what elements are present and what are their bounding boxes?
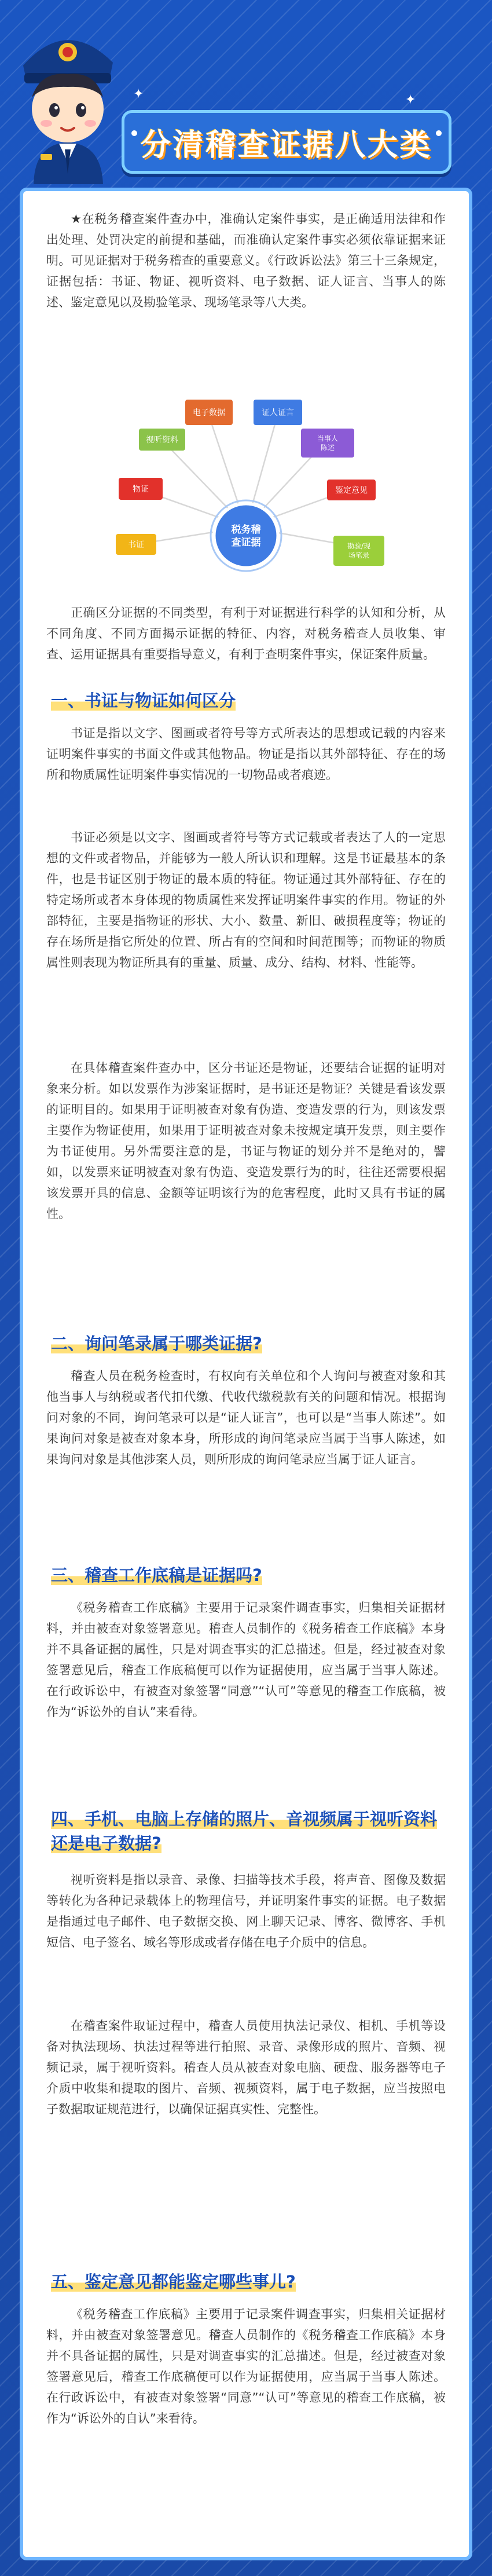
title-banner <box>122 110 451 174</box>
evidence-types-diagram <box>104 382 388 591</box>
content-card <box>23 191 469 2557</box>
paragraph: 《税务稽查工作底稿》主要用于记录案件调查事实，归集相关证据材料，并由被查对象签署意见。稽查人员制作的《税务稽查工作底稿》本身并不具备证据的属性，只是对调查事实的汇总描述。但是，经过被查对象签署意见后，稽查工作底稿便可以作为证据使用，应当属于当事人陈述。在行政诉讼中，有被查对象签署“同意”“认可”等意见的稽查工作底稿，被作为“诉讼外的自认”来看待。 <box>46 2307 446 2425</box>
section-heading <box>51 1807 450 1856</box>
paragraph: 在稽查案件取证过程中，稽查人员使用执法记录仪、相机、手机等设备对执法现场、执法过程等进行拍照、录音、录像形成的照片、音频、视频记录，属于视听资料。稽查人员从被查对象电脑、硬盘、服务器等电子介质中收集和提取的图片、音频、视频资料，属于电子数据，应当按照电子数据取证规范进行，以确保证据真实性、完整性。 <box>46 2019 446 2116</box>
page-title: 分清稽查证据八大类 <box>140 127 432 163</box>
section-heading-text: 一、书证与物证如何区分 <box>51 691 236 711</box>
diagram-node-label: 物证 <box>133 485 149 494</box>
section-heading <box>51 1564 262 1587</box>
diagram-node-label: 鉴定意见 <box>335 486 368 495</box>
diagram-node-label: 勘验/现场笔录 <box>347 542 371 559</box>
paragraph: 正确区分证据的不同类型，有利于对证据进行科学的认知和分析，从不同角度、不同方面揭示证据的特征、内容，对税务稽查人员收集、审查、运用证据具有重要指导意义，有利于查明案件事实，保证案件质量。 <box>46 606 446 661</box>
police-mascot-icon <box>6 10 127 184</box>
section-heading <box>51 2270 296 2293</box>
diagram-node-box <box>301 429 354 458</box>
sparkle-icon: ✦ <box>405 93 416 107</box>
header <box>0 0 492 191</box>
diagram-center-label: 税务稽查证据 <box>231 524 261 548</box>
section-heading-text: 二、询问笔录属于哪类证据? <box>51 1334 262 1353</box>
diagram-node-label: 电子数据 <box>193 408 225 418</box>
intro-paragraph: ★在税务稽查案件查办中，准确认定案件事实，是正确适用法律和作出处理、处罚决定的前提和基础，而准确认定案件事实必须依靠证据来证明。可见证据对于税务稽查的重要意义。《行政诉讼法》第三十三条规定，证据包括：书证、物证、视听资料、电子数据、证人证言、当事人的陈述、鉴定意见以及勘验笔录、现场笔录等八大类。 <box>46 212 446 309</box>
diagram-node-label: 证人证言 <box>262 408 294 418</box>
section-heading-text: 三、稽查工作底稿是证据吗? <box>51 1565 262 1585</box>
diagram-node-label: 视听资料 <box>146 436 178 445</box>
diagram-node-label: 书证 <box>128 540 144 550</box>
section-heading-text: 五、鉴定意见都能鉴定哪些事儿? <box>51 2272 296 2292</box>
diagram-node-label: 当事人陈述 <box>317 434 339 452</box>
paragraph: 书证必须是以文字、图画或者符号等方式记载或者表达了人的一定思想的文件或者物品，并能够为一般人所认识和理解。这是书证最基本的条件，也是书证区别于物证的最本质的特征。物证通过其外部特征、存在的特定场所或者本身体现的物质属性来发挥证明案件事实的作用。物证的外部特征，主要是指物证的形状、大小、数量、新旧、破损程度等；物证的存在场所是指它所处的位置、所占有的空间和时间范围等；而物证的物质属性则表现为物证所具有的重量、质量、成分、结构、材料、性能等。 <box>46 830 446 969</box>
paragraph: 《税务稽查工作底稿》主要用于记录案件调查事实，归集相关证据材料，并由被查对象签署意见。稽查人员制作的《税务稽查工作底稿》本身并不具备证据的属性，只是对调查事实的汇总描述。但是，经过被查对象签署意见后，稽查工作底稿便可以作为证据使用，应当属于当事人陈述。在行政诉讼中，有被查对象签署“同意”“认可”等意见的稽查工作底稿，被作为“诉讼外的自认”来看待。 <box>46 1601 446 1719</box>
sparkle-icon: ✦ <box>133 87 144 101</box>
section-heading-text: 四、手机、电脑上存储的照片、音视频属于视听资料还是电子数据? <box>51 1809 438 1853</box>
paragraph: 书证是指以文字、图画或者符号等方式所表达的思想或记载的内容来证明案件事实的书面文件或其他物品。物证是指以其外部特征、存在的场所和物质属性证明案件事实情况的一切物品或者痕迹。 <box>46 726 446 782</box>
section-heading <box>51 689 236 712</box>
diagram-node-box <box>333 536 384 566</box>
section-heading <box>51 1332 262 1355</box>
paragraph: 稽查人员在税务检查时，有权向有关单位和个人询问与被查对象和其他当事人与纳税或者代扣代缴、代收代缴税款有关的问题和情况。根据询问对象的不同，询问笔录可以是“证人证言”，也可以是“当事人陈述”。如果询问对象是被查对象本身，所形成的询问笔录应当属于当事人陈述，如果询问对象是其他涉案人员，则所形成的询问笔录应当属于证人证言。 <box>46 1369 446 1466</box>
paragraph: 视听资料是指以录音、录像、扫描等技术手段，将声音、图像及数据等转化为各种记录载体上的物理信号，并证明案件事实的证据。电子数据是指通过电子邮件、电子数据交换、网上聊天记录、博客、微博客、手机短信、电子签名、域名等形成或者存储在电子介质中的信息。 <box>46 1873 446 1949</box>
paragraph: 在具体稽查案件查办中，区分书证还是物证，还要结合证据的证明对象来分析。如以发票作为涉案证据时，是书证还是物证？关键是看该发票的证明目的。如果用于证明被查对象有伪造、变造发票的行为，则该发票主要作为物证使用，如果用于证明被查对象未按规定填开发票，则主要作为书证使用。另外需要注意的是，书证与物证的划分并不是绝对的，譬如，以发票来证明被查对象有伪造、变造发票行为的时，往往还需要根据该发票开具的信息、金额等证明该行为的危害程度，此时又具有书证的属性。 <box>46 1061 446 1221</box>
